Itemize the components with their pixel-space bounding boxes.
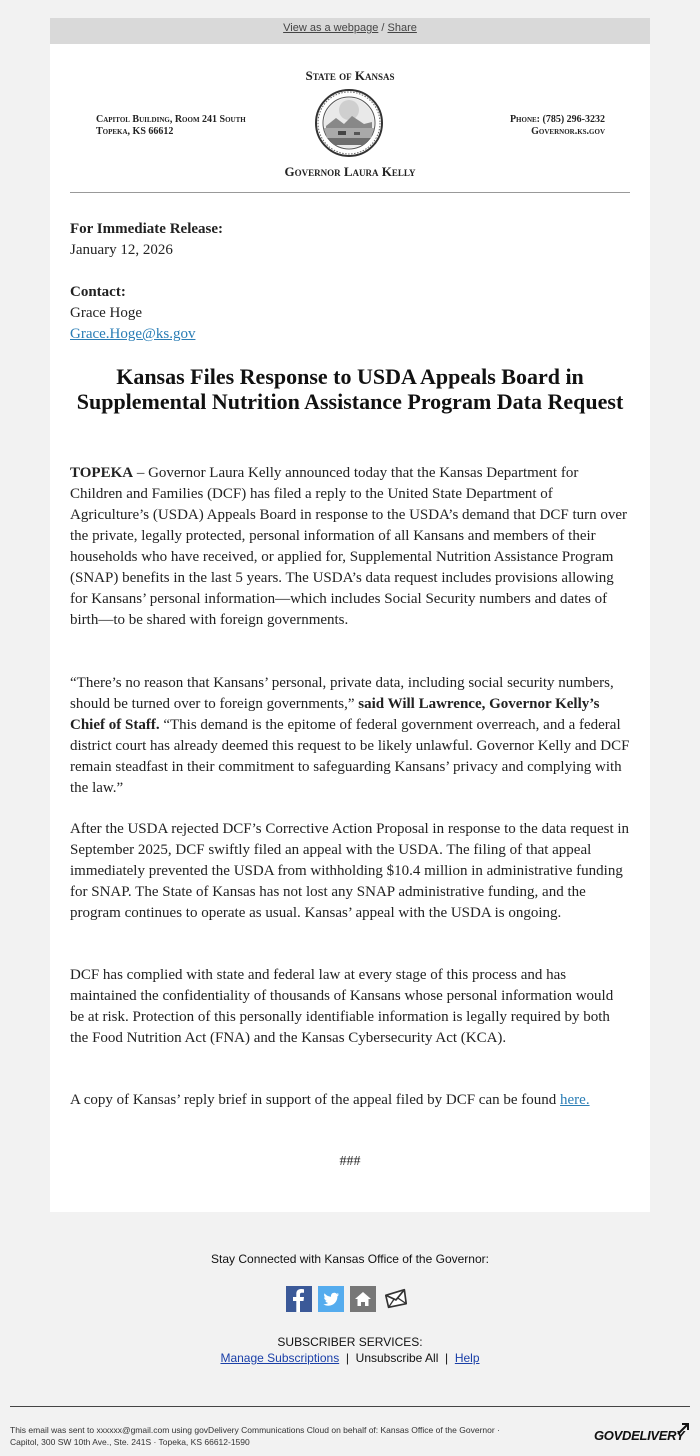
share-link[interactable]: Share: [387, 22, 417, 34]
dateline: TOPEKA: [70, 465, 134, 481]
release-label: For Immediate Release:: [70, 221, 224, 237]
paragraph-2: [70, 673, 630, 799]
fine-print-line-1: This email was sent to xxxxxx@gmail.com using govDelivery Communications Cloud on behalf of: Kansas Office of the Governor ·: [10, 1425, 500, 1435]
paragraph-4: [70, 965, 630, 1049]
fine-print-line-2: Capitol, 300 SW 10th Ave., Ste. 241S · Topeka, KS 66612-1590: [10, 1437, 250, 1447]
topbar-separator: /: [381, 22, 385, 34]
email-icon[interactable]: [383, 1286, 409, 1312]
letterhead-contact: [510, 114, 605, 138]
stay-connected-label: Stay Connected with Kansas Office of the Governor:: [211, 1252, 489, 1266]
reply-brief-link[interactable]: here.: [560, 1092, 590, 1108]
letterhead-address: [96, 114, 246, 138]
letterhead-phone: Phone: (785) 296-3232: [509, 114, 605, 125]
paragraph-5: [70, 1090, 630, 1111]
headline: Kansas Files Response to USDA Appeals Board in Supplemental Nutrition Assistance Program Data Request: [76, 364, 624, 414]
paragraph-1-text: – Governor Laura Kelly announced today that the Kansas Department for Children and Families (DCF) has filed a reply to the United State Department of Agriculture’s (USDA) Appeals Board in response to the USDA’s demand that DCF turn over the private, legally protected, personal information of all Kansans and members of their households who have received, or applied for, Supplemental Nutrition Assistance Program (SNAP) benefits in the last 5 years. The USDA’s data request includes provisions allowing for Kansans’ personal information—which includes Social Security numbers and dates of birth—to be shared with foreign governments.: [70, 465, 628, 628]
facebook-icon[interactable]: [286, 1286, 312, 1312]
twitter-icon[interactable]: [318, 1286, 344, 1312]
quote-part-1: “There’s no reason that Kansans’ personal, private data, including social security numbers, should be turned over to foreign governments,”: [70, 675, 614, 712]
view-as-webpage-bar: [50, 18, 650, 44]
manage-subscriptions-link[interactable]: Manage Subscriptions: [220, 1351, 340, 1365]
home-icon[interactable]: [350, 1286, 376, 1312]
view-as-webpage-link[interactable]: View as a webpage: [283, 22, 379, 34]
letterhead-divider: [70, 192, 630, 193]
help-link[interactable]: Help: [454, 1351, 480, 1365]
quote-part-2: “This demand is the epitome of federal government overreach, and a federal district court has already deemed this request to be likely unlawful. Governor Kelly and DCF remain steadfast in their commitment to safeguarding Kansans’ privacy and complying with the law.”: [70, 717, 630, 796]
kansas-seal-icon: [314, 88, 384, 158]
contact-label: Contact:: [70, 284, 126, 300]
separator: |: [445, 1351, 449, 1365]
unsubscribe-all-text[interactable]: Unsubscribe All: [355, 1351, 439, 1365]
footer-divider: [10, 1406, 690, 1407]
paragraph-1: [70, 463, 630, 631]
paragraph-5-text: A copy of Kansas’ reply brief in support of the appeal filed by DCF can be found: [70, 1092, 561, 1108]
governor-name: Governor Laura Kelly: [284, 164, 416, 179]
letterhead-title: State of Kansas: [305, 68, 395, 83]
address-line-2: Topeka, KS 66612: [96, 126, 174, 137]
contact-info: [70, 282, 630, 345]
contact-email-link[interactable]: Grace.Hoge@ks.gov: [70, 326, 196, 342]
paragraph-3: [70, 819, 630, 924]
end-mark: ###: [339, 1154, 361, 1169]
email-card: [50, 44, 650, 1212]
paragraph-4-text: DCF has complied with state and federal law at every stage of this process and has maintained the confidentiality of thousands of Kansans whose personal information would be at risk. Protection of this personally identifiable information is legally required by both the Food Nutrition Act (FNA) and the Kansas Cybersecurity Act (KCA).: [70, 967, 614, 1046]
separator: |: [345, 1351, 349, 1365]
release-date: January 12, 2026: [70, 242, 173, 258]
quote-attribution: said Will Lawrence, Governor Kelly’s Chief of Staff.: [70, 696, 600, 733]
fine-print: [10, 1424, 610, 1448]
govdelivery-logo: GOVDELIVERY: [594, 1428, 685, 1443]
contact-name: Grace Hoge: [70, 305, 143, 321]
letterhead-website: Governor.ks.gov: [531, 126, 605, 137]
paragraph-3-text: After the USDA rejected DCF’s Corrective Action Proposal in response to the data request in September 2025, DCF swiftly filed an appeal with the USDA. The filing of that appeal immediately prevented the USDA from withholding $10.4 million in administrative funding for SNAP. The State of Kansas has not lost any SNAP administrative funding, and the program continues to operate as usual. Kansas’ appeal with the USDA is ongoing.: [70, 821, 630, 921]
release-info: [70, 219, 630, 261]
address-line-1: Capitol Building, Room 241 South: [96, 114, 246, 125]
subscriber-services-label: SUBSCRIBER SERVICES:: [277, 1335, 423, 1349]
subscriber-links: [0, 1351, 700, 1365]
